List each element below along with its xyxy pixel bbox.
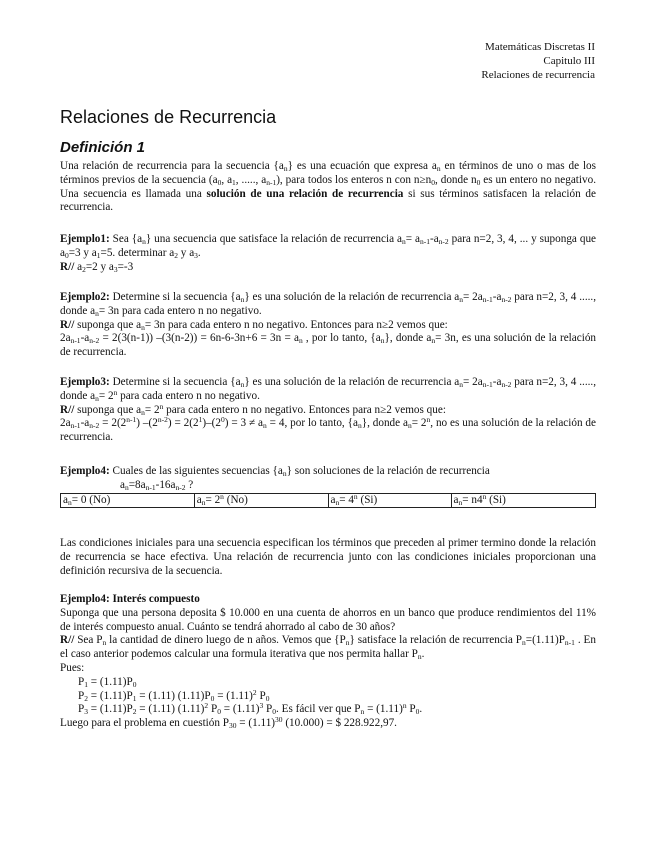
table-cell: $a_n= 0$ (No): [61, 494, 195, 508]
example-2: Ejemplo2: Determine si la secuencia $\{a_n\}$ es una solución de la relación de recurrencia $a_n= 2a_{n-1}-a_{n-2}$ para n=2, 3, 4 ....., donde $a_n= 3n$ para cada entero n no negativo. R// suponga que $a_n= 3n$ para cada entero n no negativo. Entonces para n≥2 vemos que: $2a_{n-1}-a_{n-2} = 2(3(n-1)) -(3(n-2)) = 6n-6-3n+6 = 3n = a_n$ , por lo tanto, $\{a_n\}$, donde $a_n= 3n$, es una solución de la relación de recurrencia.: [60, 291, 597, 359]
page-header: [481, 40, 595, 82]
header-chapter: Capitulo III: [543, 55, 595, 67]
example-4-question: Ejemplo4: Cuales de las siguientes secuencias $\{a_n\}$ son soluciones de la relación de recurrencia $a_n=8a_{n-1}-16a_{n-2}$ ?: [60, 465, 490, 492]
solutions-table: [60, 493, 596, 508]
example-3: Ejemplo3: Determine si la secuencia $\{a_n\}$ es una solución de la relación de recurrencia $a_n= 2a_{n-1}-a_{n-2}$ para n=2, 3, 4 ....., donde $a_n= 2^n$ para cada entero n no negativo. R// suponga que $a_n= 2^n$ para cada entero n no negativo. Entonces para n≥2 vemos que: $2a_{n-1}-a_{n-2} = 2(2^{n-1}) -(2^{n-2}) = 2(2^1)-(2^0) = 3 \ne a_n = 4$, por lo tanto, $\{a_n\}$, donde $a_n= 2^n$, no es una solución de la relación de recurrencia.: [60, 376, 597, 444]
definition-paragraph: Una relación de recurrencia para la secuencia $\{a_n\}$ es una ecuación que expresa $a_n$ en términos de uno o mas de los términos previos de la secuencia ($a_0$, $a_1$, ....., $a_{n-1}$), para todos los enteros n con $n\ge n_0$, donde $n_0$ es un entero no negativo. Una secuencia es llamada una solución de una relación de recurrencia si sus términos satisfacen la relación de recurrencia.: [60, 160, 597, 214]
header-topic: Relaciones de recurrencia: [481, 69, 595, 81]
example-1: Ejemplo1: Sea $\{a_n\}$ una secuencia que satisface la relación de recurrencia $a_n= a_{n-1}-a_{n-2}$ para n=2, 3, 4, ... y suponga que $a_0=3$ y $a_1=5$. determinar $a_2$ y $a_3$. R// $a_2=2$ y $a_3=-3$: [60, 233, 596, 274]
header-course: Matemáticas Discretas II: [485, 41, 595, 53]
page-title: Relaciones de Recurrencia: [60, 107, 277, 127]
table-cell: $a_n= n4^n$ (Si): [451, 494, 595, 508]
definition-heading: Definición 1: [60, 139, 146, 156]
table-row: [61, 494, 596, 508]
example-compound-interest: Ejemplo4: Interés compuesto Suponga que una persona deposita $ 10.000 en una cuenta de ahorros en un banco que produce rendimientos del 11% de interés compuesto anual. Cuánto se tendrá ahorrado al cabo de 30 años? R// Sea $P_n$ la cantidad de dinero luego de n años. Vemos que $\{P_n\}$ satisface la relación de recurrencia $P_n=(1.11)P_{n-1}$ . En el caso anterior podemos calcular una formula iterativa que nos permita hallar $P_n$. Pues: $P_1 = (1.11)P_0$ $P_2 = (1.11)P_1 = (1.11) (1.11)P_0 = (1.11)^2$ $P_0$ $P_3 = (1.11)P_2 = (1.11)$ $(1.11)^2$ $P_0 = (1.11)^3$ $P_0$. Es fácil ver que $P_n = (1.11)^n$ $P_0$. Luego para el problema en cuestión $P_{30} = (1.11)^{30}$ (10.000) = $ 228.922,97.: [60, 593, 596, 731]
initial-conditions-paragraph: Las condiciones iniciales para una secuencia especifican los términos que preceden al primer termino donde la relación de recurrencia se hace efectiva. Una relación de recurrencia junto con las condiciones iniciales proporcionan una definición recursiva de la secuencia.: [60, 537, 596, 577]
table-cell: $a_n= 2^n$ (No): [194, 494, 328, 508]
table-cell: $a_n= 4^n$ (Si): [328, 494, 451, 508]
